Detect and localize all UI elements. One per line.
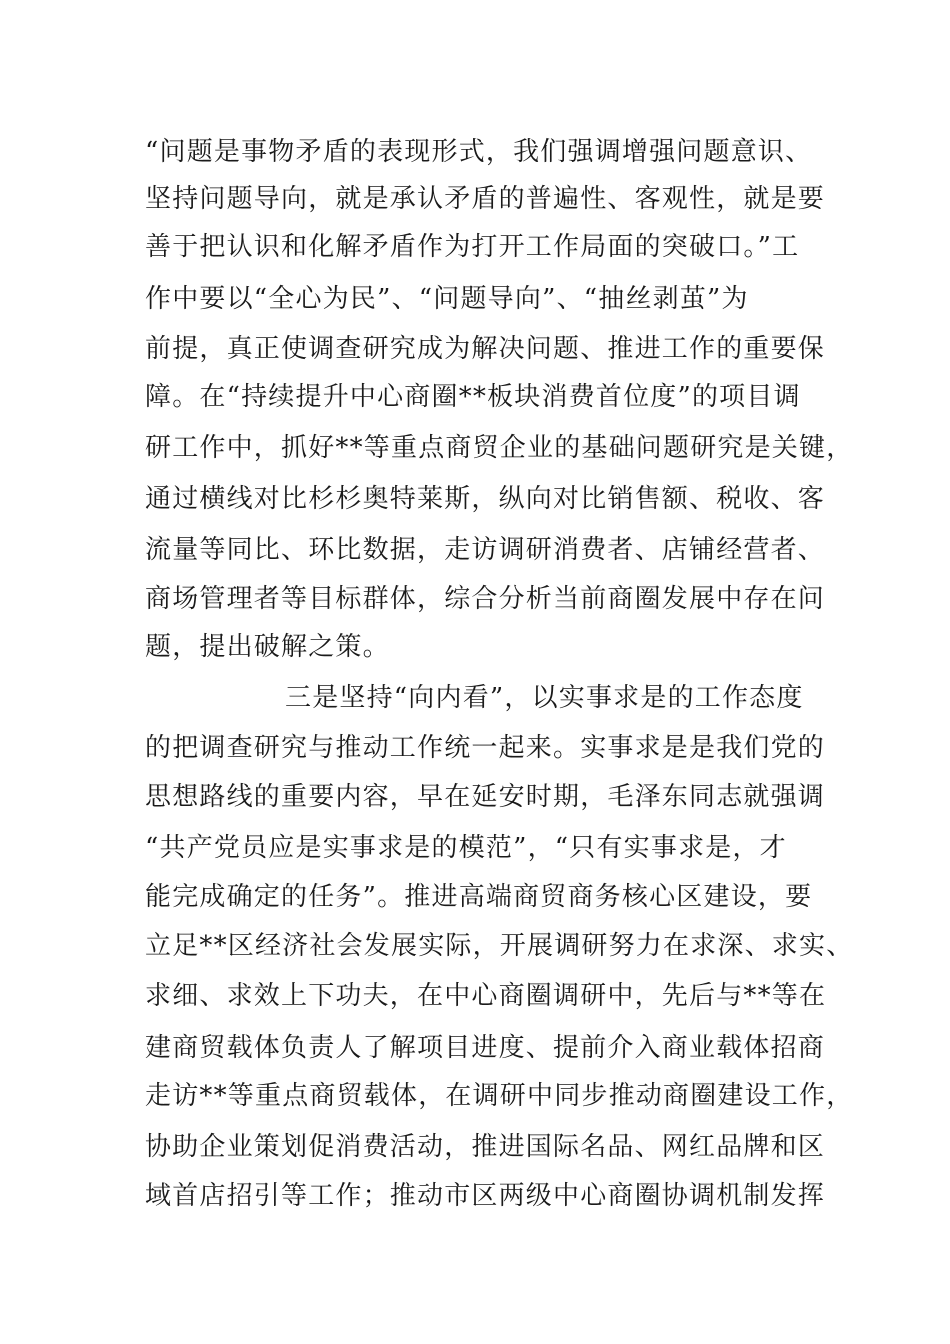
text-line-13: 的把调查研究与推动工作统一起来。实事求是是我们党的 (145, 733, 826, 763)
text-line-4: 作中要以“全心为民”、“问题导向”、“抽丝剥茧”为 (145, 284, 749, 314)
text-line-6: 障。在“持续提升中心商圈**板块消费首位度”的项目调 (145, 382, 801, 412)
text-line-10: 商场管理者等目标群体，综合分析当前商圈发展中存在问 (145, 584, 826, 614)
paragraph-start-line: 三是坚持“向内看”，以实事求是的工作态度 (285, 683, 804, 713)
text-line-9: 流量等同比、环比数据，走访调研消费者、店铺经营者、 (145, 535, 826, 565)
text-line-21: 协助企业策划促消费活动，推进国际名品、网红品牌和区 (145, 1132, 826, 1162)
text-line-2: 坚持问题导向，就是承认矛盾的普遍性、客观性，就是要 (145, 184, 826, 214)
text-line-19: 建商贸载体负责人了解项目进度、提前介入商业载体招商 (145, 1033, 826, 1063)
text-line-14: 思想路线的重要内容，早在延安时期，毛泽东同志就强调 (145, 782, 826, 812)
text-line-7: 研工作中，抓好**等重点商贸企业的基础问题研究是关键， (145, 433, 854, 463)
text-line-15: “共产党员应是实事求是的模范”，“只有实事求是，才 (145, 833, 787, 863)
text-line-22: 域首店招引等工作；推动市区两级中心商圈协调机制发挥 (145, 1181, 826, 1211)
text-line-17: 立足**区经济社会发展实际，开展调研努力在求深、求实、 (145, 931, 854, 961)
text-line-11: 题，提出破解之策。 (145, 632, 390, 662)
text-line-1: “问题是事物矛盾的表现形式，我们强调增强问题意识、 (145, 137, 813, 167)
text-line-5: 前提，真正使调查研究成为解决问题、推进工作的重要保 (145, 334, 826, 364)
text-line-16: 能完成确定的任务”。推进高端商贸商务核心区建设，要 (145, 882, 813, 912)
text-line-20: 走访**等重点商贸载体，在调研中同步推动商圈建设工作， (145, 1081, 854, 1111)
text-line-18: 求细、求效上下功夫，在中心商圈调研中，先后与**等在 (145, 981, 827, 1011)
text-line-3: 善于把认识和化解矛盾作为打开工作局面的突破口。”工 (145, 232, 800, 262)
text-line-8: 通过横线对比杉杉奥特莱斯，纵向对比销售额、税收、客 (145, 484, 826, 514)
